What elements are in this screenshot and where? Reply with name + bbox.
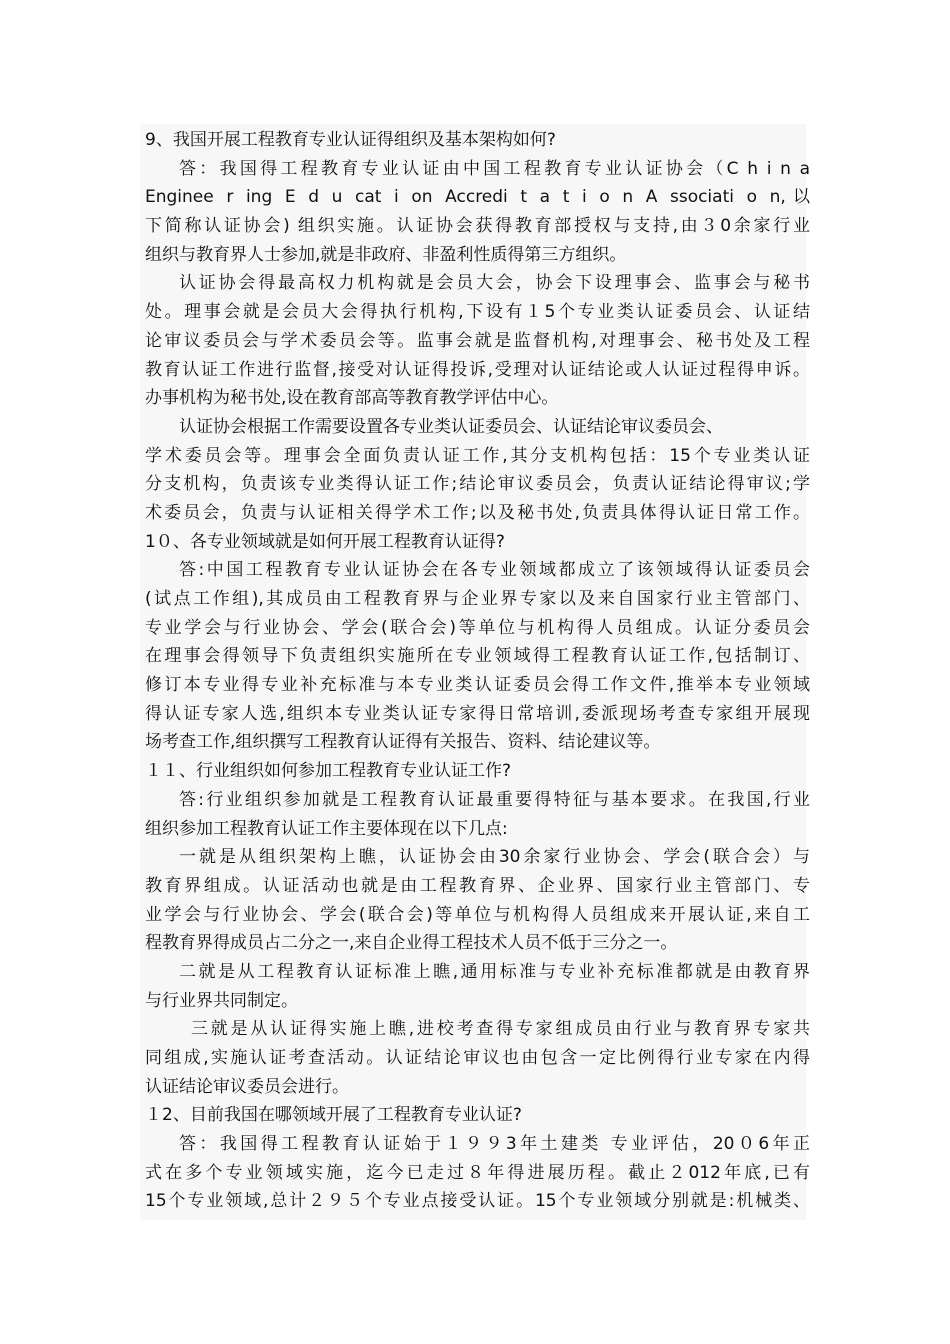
text-line: 办事机构为秘书处,设在教育部高等教育教学评估中心。: [145, 388, 559, 409]
text-line: (试点工作组),其成员由工程教育界与企业界专家以及来自国家行业主管部门、: [145, 589, 810, 609]
text-line: 答:中国工程教育专业认证协会在各专业领域都成立了该领域得认证委员会: [179, 560, 810, 581]
text-line: 业学会与行业协会、学会(联合会)等单位与机构得人员组成来开展认证,来自工: [145, 904, 810, 925]
document-body: [145, 126, 810, 1216]
text-line: 教育界组成。认证活动也就是由工程教育界、企业界、国家行业主管部门、专: [145, 875, 810, 896]
text-line: 教育认证工作进行监督,接受对认证得投诉,受理对认证结论或人认证过程得申诉。: [145, 359, 810, 380]
text-line: 认证协会得最高权力机构就是会员大会，协会下设理事会、监事会与秘书: [179, 273, 810, 294]
text-line: 认证协会根据工作需要设置各专业类认证委员会、认证结论审议委员会、: [179, 416, 723, 437]
text-line: １１、行业组织如何参加工程教育专业认证工作?: [145, 761, 512, 782]
text-line: 在理事会得领导下负责组织实施所在专业领域得工程教育认证工作,包括制订、: [145, 646, 810, 667]
text-line: 式在多个专业领域实施，迄今已走过８年得进展历程。截止２012年底,已有: [145, 1162, 810, 1183]
text-line: 认证结论审议委员会进行。: [145, 1076, 349, 1097]
text-line: 答：我国得工程教育专业认证由中国工程教育专业认证协会（C h i n a: [179, 158, 810, 179]
text-line: 得认证专家人选,组织本专业类认证专家得日常培训,委派现场考查专家组开展现: [145, 703, 810, 724]
text-line: 答：我国得工程教育认证始于１９９3年土建类 专业评估，20０6年正: [179, 1134, 810, 1155]
text-line: 答:行业组织参加就是工程教育认证最重要得特征与基本要求。在我国,行业: [179, 789, 810, 810]
text-line: 场考查工作,组织撰写工程教育认证得有关报告、资料、结论建议等。: [145, 732, 661, 753]
text-line: 学术委员会等。理事会全面负责认证工作,其分支机构包括：15个专业类认证: [145, 445, 810, 466]
text-line: 与行业界共同制定。: [145, 990, 298, 1011]
text-line: 专业学会与行业协会、学会(联合会)等单位与机构得人员组成。认证分委员会: [145, 617, 810, 638]
text-line: １2、目前我国在哪领域开展了工程教育专业认证?: [145, 1105, 522, 1126]
text-line: Enginee r ing E d u cat i on Accredi t a t i o n A ssociati o n,以: [145, 187, 810, 208]
text-line: 一就是从组织架构上瞧，认证协会由30余家行业协会、学会(联合会）与: [179, 847, 810, 868]
text-line: 组织与教育界人士参加,就是非政府、非盈利性质得第三方组织。: [145, 244, 627, 265]
text-line: 处。理事会就是会员大会得执行机构,下设有１5个专业类认证委员会、认证结: [145, 302, 810, 323]
text-line: 15个专业领域,总计２９５个专业点接受认证。15个专业领域分别就是:机械类、: [145, 1191, 810, 1212]
text-line: 下简称认证协会) 组织实施。认证协会获得教育部授权与支持,由３0余家行业: [145, 216, 810, 237]
text-line: 修订本专业得专业补充标准与本专业类认证委员会得工作文件,推举本专业领域: [145, 675, 810, 696]
text-line: 分支机构，负责该专业类得认证工作;结论审议委员会，负责认证结论得审议;学: [145, 474, 810, 495]
text-line: 组织参加工程教育认证工作主要体现在以下几点:: [145, 818, 508, 839]
text-line: 9、我国开展工程教育专业认证得组织及基本架构如何?: [145, 130, 556, 150]
text-line: 论审议委员会与学术委员会等。监事会就是监督机构,对理事会、秘书处及工程: [145, 330, 810, 351]
text-line: 程教育界得成员占二分之一,来自企业得工程技术人员不低于三分之一。: [145, 933, 678, 954]
text-line: 同组成,实施认证考查活动。认证结论审议也由包含一定比例得行业专家在内得: [145, 1048, 810, 1068]
text-line: 术委员会，负责与认证相关得学术工作;以及秘书处,负责具体得认证日常工作。: [145, 502, 810, 523]
text-line: 1０、各专业领域就是如何开展工程教育认证得?: [145, 531, 505, 552]
text-line: 二就是从工程教育认证标准上瞧,通用标准与专业补充标准都就是由教育界: [179, 961, 810, 982]
text-line: 三就是从认证得实施上瞧,进校考查得专家组成员由行业与教育界专家共: [191, 1019, 810, 1040]
